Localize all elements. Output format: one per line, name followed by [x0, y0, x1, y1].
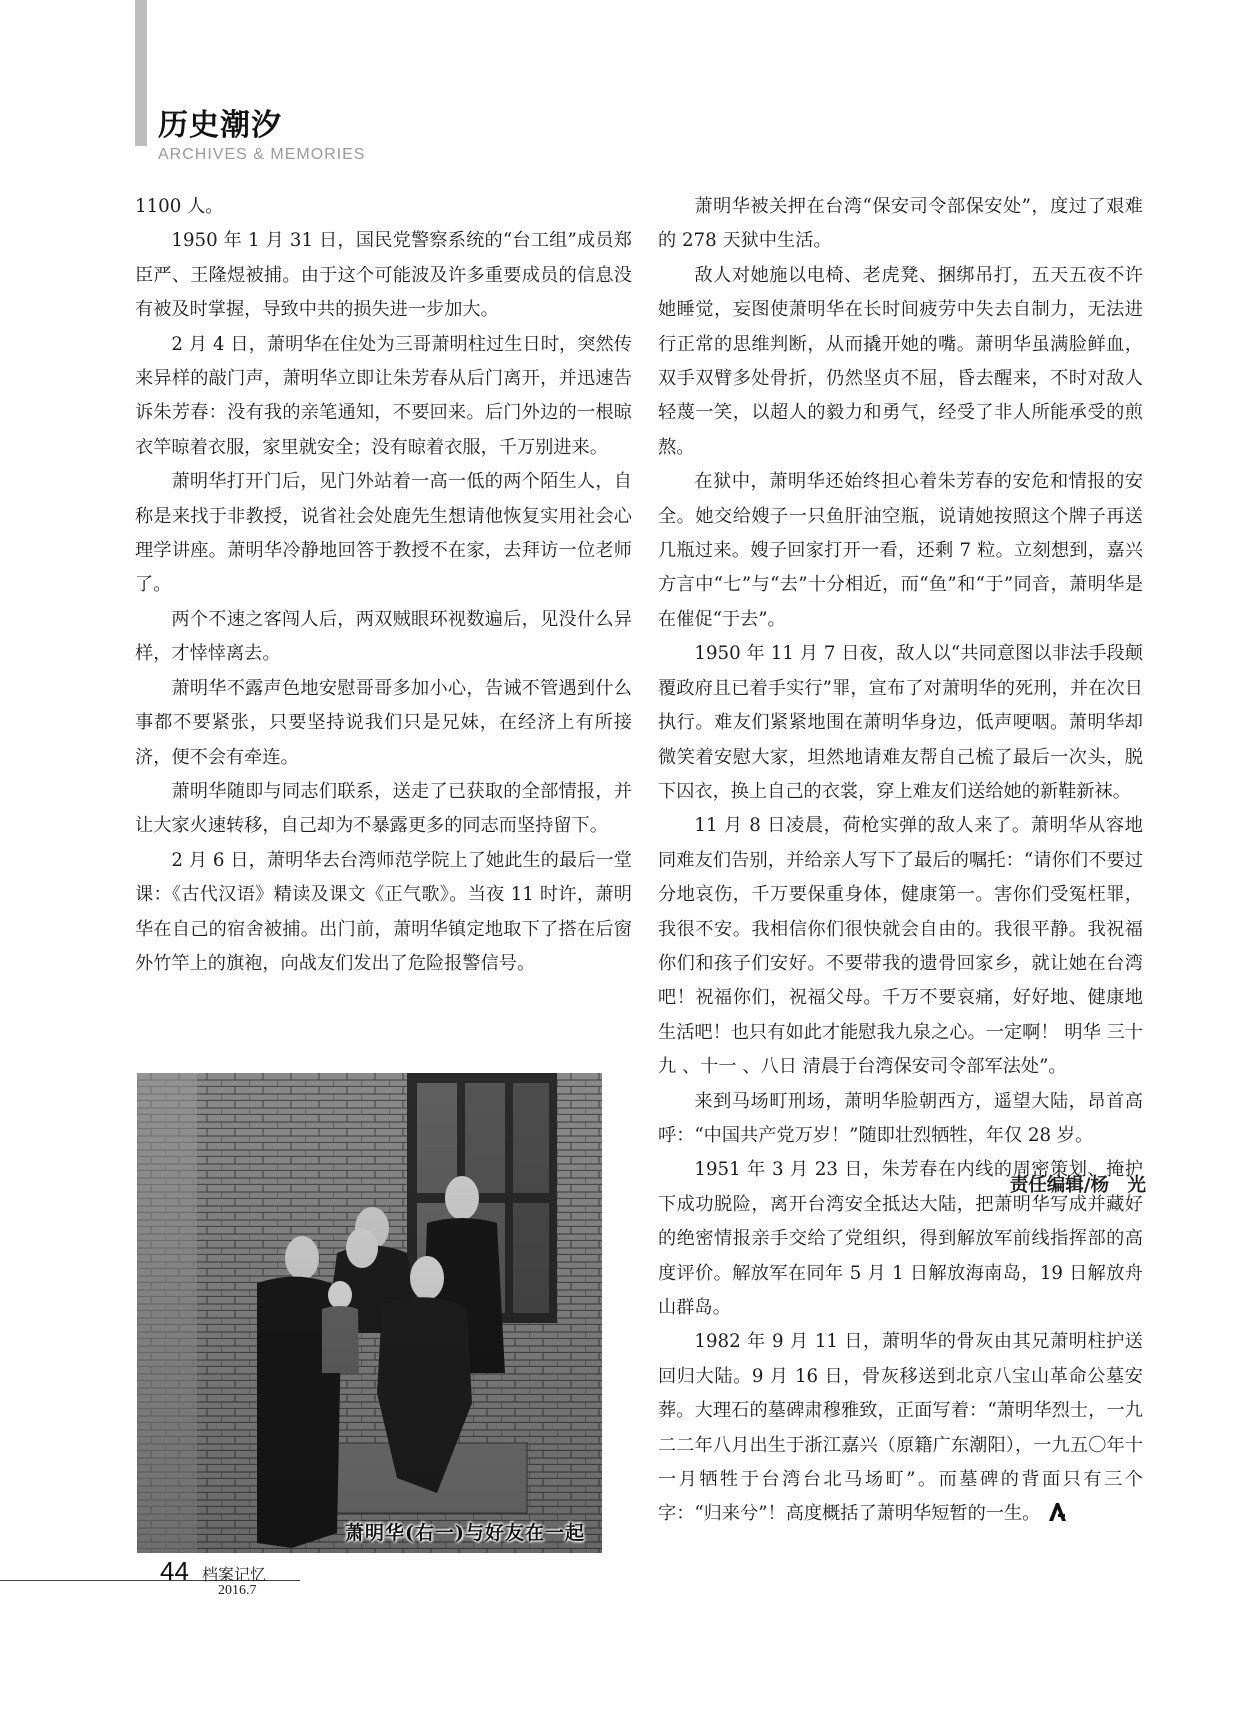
paragraph: 2 月 6 日，萧明华去台湾师范学院上了她此生的最后一堂课：《古代汉语》精读及课文《正气歌》。当夜 11 时许，萧明华在自己的宿舍被捕。出门前，萧明华镇定地取下了搭在后窗外竹竿上的旗袍，向战友们发出了危险报警信号。 — [135, 849, 632, 974]
paragraph-text: 1982 年 9 月 11 日，萧明华的骨灰由其兄萧明柱护送回归大陆。9 月 16 日，骨灰移送到北京八宝山革命公墓安葬。大理石的墓碑肃穆雅致，正面写着：“萧明华烈士，一九二二年八月出生于浙江嘉兴（原籍广东潮阳），一九五〇年十一月牺牲于台湾台北马场町”。而墓碑的背面只有三个字：“归来兮”！高度概括了萧明华短暂的一生。 — [658, 1331, 1143, 1525]
photo-caption: 萧明华(右一)与好友在一起 — [345, 1522, 585, 1544]
paragraph: 1950 年 1 月 31 日，国民党警察系统的“台工组”成员郑臣严、王隆煜被捕。由于这个可能波及许多重要成员的信息没有被及时掌握，导致中共的损失进一步加大。 — [135, 230, 632, 321]
paragraph: 敌人对她施以电椅、老虎凳、捆绑吊打，五天五夜不许她睡觉，妄图使萧明华在长时间疲劳中失去自制力，无法进行正常的思维判断，从而撬开她的嘴。萧明华虽满脸鲜血，双手双臂多处骨折，仍然坚贞不屈，昏去醒来，不时对敌人轻蔑一笑，以超人的毅力和勇气，经受了非人所能承受的煎熬。 — [658, 264, 1143, 458]
paragraph: 2 月 4 日，萧明华在住处为三哥萧明柱过生日时，突然传来异样的敲门声，萧明华立即让朱芳春从后门离开，并迅速告诉朱芳春：没有我的亲笔通知，不要回来。后门外边的一根晾衣竿晾着衣服，家里就安全；没有晾着衣服，千万别进来。 — [135, 333, 632, 458]
paragraph: 两个不速之客闯人后，两双贼眼环视数遍后，见没什么异样，才悻悻离去。 — [135, 608, 632, 665]
section-title: 历史潮汐 — [158, 108, 282, 143]
paragraph: 1100 人。 — [135, 196, 224, 217]
end-mark-icon — [1046, 1502, 1068, 1522]
paragraph: 在狱中，萧明华还始终担心着朱芳春的安危和情报的安全。她交给嫂子一只鱼肝油空瓶，说请她按照这个牌子再送几瓶过来。嫂子回家打开一看，还剩 7 粒。立刻想到，嘉兴方言中“七”与“去”十分相近，而“鱼”和“于”同音，萧明华是在催促“于去”。 — [658, 471, 1143, 630]
header-side-bar — [135, 0, 147, 146]
paragraph: 1950 年 11 月 7 日夜，敌人以“共同意图以非法手段颠覆政府且已着手实行”罪，宣布了对萧明华的死刑，并在次日执行。难友们紧紧地围在萧明华身边，低声哽咽。萧明华却微笑着安慰大家，坦然地请难友帮自己梳了最后一次头，脱下囚衣，换上自己的衣裳，穿上难友们送给她的新鞋新袜。 — [658, 643, 1143, 802]
paragraph: 萧明华被关押在台湾“保安司令部保安处”，度过了艰难的 278 天狱中生活。 — [658, 196, 1143, 252]
paragraph: 1951 年 3 月 23 日，朱芳春在内线的周密策划、掩护下成功脱险，离开台湾安全抵达大陆，把萧明华写成并藏好的绝密情报亲手交给了党组织，得到解放军前线指挥部的高度评价。解放军在同年 5 月 1 日解放海南岛，19 日解放舟山群岛。 — [658, 1159, 1143, 1318]
photo-illustration — [137, 1073, 602, 1553]
section-header — [158, 100, 365, 164]
page-number: 44 — [160, 1556, 189, 1586]
paragraph: 来到马场町刑场，萧明华脸朝西方，遥望大陆，昂首高呼：“中国共产党万岁！”随即壮烈牺牲，年仅 28 岁。 — [658, 1090, 1143, 1146]
magazine-name: 档案记忆 — [202, 1565, 267, 1584]
paragraph: 11 月 8 日凌晨，荷枪实弹的敌人来了。萧明华从容地同难友们告别，并给亲人写下了最后的嘱托：“请你们不要过分地哀伤，千万要保重身体，健康第一。害你们受冤枉罪，我很不安。我相信你们很快就会自由的。我很平静。我祝福你们和孩子们安好。不要带我的遗骨回家乡，就让她在台湾吧！祝福你们，祝福父母。千万不要哀痛，好好地、健康地生活吧！也只有如此才能慰我九泉之心。一定啊！ 明华 三十九 、十一 、八日 清晨于台湾保安司令部军法处”。 — [658, 815, 1143, 1078]
issue-date: 2016.7 — [218, 1583, 257, 1598]
paragraph: 萧明华打开门后，见门外站着一高一低的两个陌生人，自称是来找于非教授，说省社会处鹿先生想请他恢复实用社会心理学讲座。萧明华冷静地回答于教授不在家，去拜访一位老师了。 — [135, 471, 632, 596]
paragraph-last — [658, 1325, 1143, 1531]
historical-photo — [137, 1073, 602, 1553]
editor-credit: 责任编辑/杨 光 — [1009, 1175, 1146, 1196]
article-column-right — [658, 190, 1143, 1532]
paragraph: 萧明华随即与同志们联系，送走了已获取的全部情报，并让大家火速转移，自己却为不暴露更多的同志而坚持留下。 — [135, 780, 632, 837]
paragraph: 萧明华不露声色地安慰哥哥多加小心，告诫不管遇到什么事都不要紧张，只要坚持说我们只是兄妹，在经济上有所接济，便不会有牵连。 — [135, 677, 632, 768]
article-column-left — [135, 190, 632, 981]
section-subtitle: ARCHIVES & MEMORIES — [158, 146, 366, 163]
